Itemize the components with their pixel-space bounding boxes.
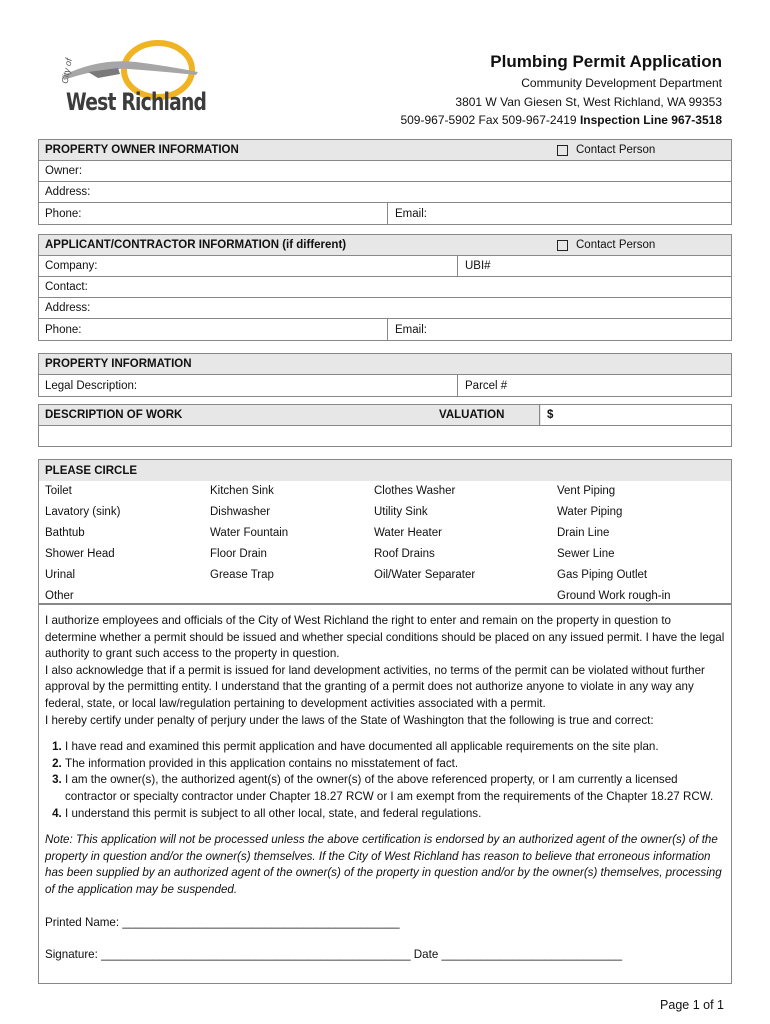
fixture-option[interactable]: Other: [45, 590, 74, 602]
owner-section: [38, 139, 732, 225]
applicant-section: [38, 234, 732, 341]
parcel-field[interactable]: Parcel #: [465, 379, 508, 392]
city-logo: [58, 38, 208, 120]
authorization-paragraph-2: I also acknowledge that if a permit is issued for land development activities, no terms of the permit can be violated without further approval by the permitting entity. I understand that the granting of a permit does not authorize anyone to violate in any way any federal, state, or local law/regulation pertaining to development activities associated with a permit.: [45, 663, 705, 710]
fixture-option[interactable]: Oil/Water Separater: [374, 569, 476, 581]
owner-address-field[interactable]: Address:: [45, 186, 91, 198]
certification-item: 3. I am the owner(s), the authorized agent(s) of the owner(s) of the above referenced property, or I am currently a licensed contractor or specialty contractor under Chapter 18.27 RCW or I am exempt from the requirements of the Chapter 18.27 RCW.: [65, 772, 725, 805]
department-address: 3801 W Van Giesen St, West Richland, WA 99353: [455, 95, 722, 109]
fixture-option[interactable]: Gas Piping Outlet: [557, 569, 648, 581]
valuation-label: VALUATION: [439, 409, 505, 421]
owner-contact-checkbox[interactable]: [551, 140, 655, 160]
work-section-title: DESCRIPTION OF WORK: [45, 409, 183, 421]
work-description-field[interactable]: [39, 426, 731, 446]
ubi-field[interactable]: UBI#: [465, 260, 491, 272]
processing-note: Note: This application will not be processed unless the above certification is endorsed by an authorized agent of the owner(s) of the property in question and/or the owner(s) themselves. If the City of West Richland has reason to believe that erroneous information has been supplied by an authorized agent of the owner(s) of the property in question and/or by the owner(s) themselves, processing of the application may be suspended.: [45, 833, 722, 896]
department-contact: [400, 113, 722, 127]
logo-name: West Richland: [66, 88, 207, 116]
checkbox-icon[interactable]: [557, 240, 568, 251]
applicant-phone-field[interactable]: Phone:: [45, 323, 82, 336]
fixture-option[interactable]: Urinal: [45, 569, 76, 581]
fixture-option[interactable]: Grease Trap: [210, 569, 274, 581]
fixture-option[interactable]: Toilet: [45, 485, 72, 497]
contact-field[interactable]: Contact:: [45, 281, 88, 293]
fixture-option[interactable]: Ground Work rough-in: [557, 590, 671, 602]
checkbox-icon[interactable]: [557, 145, 568, 156]
fixture-row: [39, 544, 731, 565]
page-number: Page 1 of 1: [660, 998, 724, 1012]
logo-city-of: City of: [59, 57, 74, 85]
applicant-address-field[interactable]: Address:: [45, 302, 91, 314]
circle-section-title: PLEASE CIRCLE: [45, 464, 138, 477]
applicant-contact-checkbox[interactable]: [551, 235, 655, 255]
fixture-option[interactable]: Water Fountain: [210, 527, 289, 539]
fixture-row: [39, 502, 731, 523]
owner-phone-field[interactable]: Phone:: [45, 207, 82, 220]
fixture-option[interactable]: Shower Head: [45, 548, 115, 560]
fixture-row: [39, 523, 731, 544]
property-section: [38, 353, 732, 397]
applicant-section-title: APPLICANT/CONTRACTOR INFORMATION (if different): [45, 239, 347, 251]
fixture-row: [39, 481, 731, 502]
fixture-option[interactable]: Vent Piping: [557, 485, 616, 497]
fixture-option[interactable]: Kitchen Sink: [210, 485, 274, 497]
certification-item: 4. I understand this permit is subject to all other local, state, and federal regulations.: [65, 806, 725, 823]
fixture-option[interactable]: Floor Drain: [210, 548, 267, 560]
owner-email-field[interactable]: Email:: [395, 207, 427, 220]
fixture-option[interactable]: Water Piping: [557, 506, 623, 518]
signature-field[interactable]: Signature: ________________________________________________ Date ____________________________: [45, 948, 623, 962]
work-section: [38, 404, 732, 447]
authorization-paragraph-1: I authorize employees and officials of the City of West Richland the right to enter and remain on the property in question to determine whether a permit should be issued and whether special conditions should be placed on any issued permit. I have the legal authority to grant such access to the property in question.: [45, 614, 725, 661]
fixture-option[interactable]: Bathtub: [45, 527, 85, 539]
authorization-section: [38, 604, 732, 984]
fixture-option[interactable]: Utility Sink: [374, 506, 428, 518]
fixture-option[interactable]: Lavatory (sink): [45, 506, 121, 518]
applicant-email-field[interactable]: Email:: [395, 323, 427, 336]
circle-section: [38, 459, 732, 604]
printed-name-field[interactable]: Printed Name: ___________________________________________: [45, 915, 400, 929]
valuation-field[interactable]: $: [541, 405, 731, 425]
certification-item: 2. The information provided in this application contains no misstatement of fact.: [65, 756, 725, 773]
form-title: Plumbing Permit Application: [490, 52, 722, 71]
legal-description-field[interactable]: Legal Description:: [45, 379, 138, 392]
fixture-option[interactable]: Dishwasher: [210, 506, 271, 518]
owner-contact-label: Contact Person: [576, 144, 656, 156]
certification-item: 1. I have read and examined this permit application and have documented all applicable requirements on the site plan.: [65, 739, 725, 756]
certification-list: [45, 739, 725, 822]
fixture-option[interactable]: Drain Line: [557, 527, 610, 539]
inspection-line: Inspection Line 967-3518: [579, 113, 722, 127]
fixture-option[interactable]: Sewer Line: [557, 548, 615, 560]
fixture-option[interactable]: Water Heater: [374, 527, 442, 539]
company-field[interactable]: Company:: [45, 260, 98, 272]
owner-field[interactable]: Owner:: [45, 165, 83, 177]
fixture-option[interactable]: Clothes Washer: [374, 485, 456, 497]
fixture-row: [39, 565, 731, 586]
owner-section-title: PROPERTY OWNER INFORMATION: [45, 144, 239, 156]
authorization-paragraph-3: I hereby certify under penalty of perjury under the laws of the State of Washington that the following is true and correct:: [45, 713, 654, 727]
department-name: Community Development Department: [521, 76, 722, 90]
fixture-grid: [39, 481, 731, 607]
property-section-title: PROPERTY INFORMATION: [45, 358, 192, 370]
phone-fax: 509-967-5902 Fax 509-967-2419: [400, 113, 577, 127]
fixture-option[interactable]: Roof Drains: [374, 548, 435, 560]
applicant-contact-label: Contact Person: [576, 239, 656, 251]
